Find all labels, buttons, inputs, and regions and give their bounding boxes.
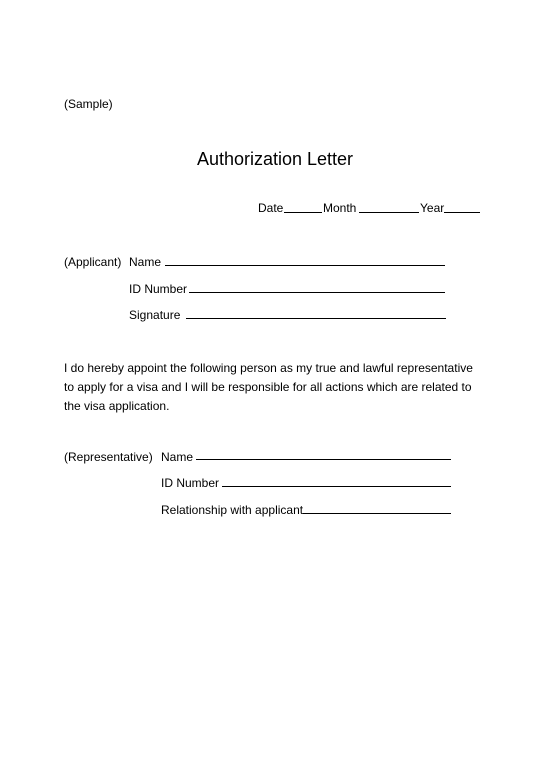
date-label: Date xyxy=(258,201,284,215)
applicant-section-label: (Applicant) xyxy=(64,255,122,269)
year-label: Year xyxy=(420,201,445,215)
month-label: Month xyxy=(323,201,357,215)
applicant-name-field[interactable] xyxy=(165,265,445,266)
representative-relationship-field[interactable] xyxy=(303,513,451,514)
representative-relationship-label: Relationship with applicant xyxy=(161,503,304,517)
representative-section-label: (Representative) xyxy=(64,450,153,464)
applicant-signature-label: Signature xyxy=(129,308,181,322)
representative-name-field[interactable] xyxy=(196,459,451,460)
year-field[interactable] xyxy=(444,212,480,213)
statement-paragraph: I do hereby appoint the following person as my true and lawful representative to apply for a visa and I will be responsible for all actions which are related to the visa application. xyxy=(64,361,473,413)
applicant-name-label: Name xyxy=(129,255,162,269)
representative-id-label: ID Number xyxy=(161,476,220,490)
applicant-signature-field[interactable] xyxy=(186,318,446,319)
page-title: Authorization Letter xyxy=(196,149,354,169)
applicant-id-field[interactable] xyxy=(189,292,445,293)
month-field[interactable] xyxy=(359,212,419,213)
representative-name-label: Name xyxy=(161,450,194,464)
date-field[interactable] xyxy=(284,212,322,213)
representative-id-field[interactable] xyxy=(222,486,451,487)
sample-label: (Sample) xyxy=(64,97,113,111)
applicant-id-label: ID Number xyxy=(129,282,188,296)
